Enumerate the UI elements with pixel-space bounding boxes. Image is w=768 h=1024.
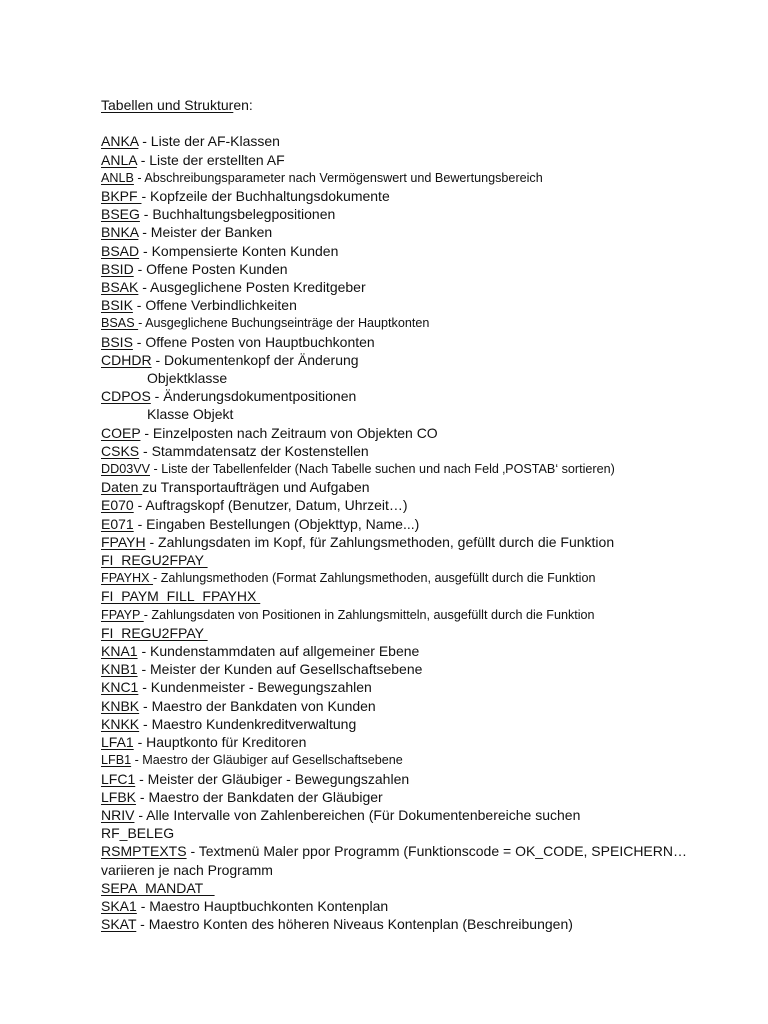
table-name: FI_PAYM_FILL_FPAYHX bbox=[101, 588, 261, 605]
table-description: - Maestro der Bankdaten von Kunden bbox=[139, 697, 376, 714]
table-entry-bsik bbox=[101, 296, 741, 314]
table-entry-anlb bbox=[101, 169, 741, 187]
table-name: LFBK bbox=[101, 788, 137, 805]
table-entry-cdpos bbox=[101, 387, 741, 405]
table-name: BNKA bbox=[101, 224, 139, 241]
table-name: BKPF bbox=[101, 188, 142, 204]
table-name: BSAK bbox=[101, 279, 139, 296]
table-description: - Änderungsdokumentpositionen bbox=[150, 388, 357, 405]
table-name: SEPA_MANDAT bbox=[101, 879, 215, 896]
table-name: ANKA bbox=[101, 133, 139, 150]
table-entry-dd03vv bbox=[101, 460, 741, 478]
table-name: KNBK bbox=[101, 697, 140, 714]
table-description: - Hauptkonto für Kreditoren bbox=[133, 734, 307, 751]
table-description: - Zahlungsmethoden (Format Zahlungsmethoden, ausgefüllt durch die Funktion bbox=[153, 571, 596, 586]
table-description: - Ausgeglichene Posten Kreditgeber bbox=[138, 279, 366, 296]
table-name: BSIS bbox=[101, 333, 133, 350]
table-name: FPAYHX bbox=[101, 571, 154, 586]
function-name bbox=[101, 551, 741, 569]
table-name: FPAYH bbox=[101, 533, 146, 550]
table-name: ANLA bbox=[101, 151, 137, 168]
table-description: - Buchhaltungsbelegpositionen bbox=[139, 206, 336, 223]
table-description: - Alle Intervalle von Zahlenbereichen (Für Dokumentenbereiche suchen bbox=[134, 806, 581, 823]
table-name: ANLB bbox=[101, 170, 134, 185]
table-description: - Maestro Hauptbuchkonten Kontenplan bbox=[136, 897, 389, 914]
spacer bbox=[101, 114, 741, 132]
table-entry-knb1 bbox=[101, 660, 741, 678]
table-description: - Maestro Konten des höheren Niveaus Kontenplan (Beschreibungen) bbox=[136, 916, 573, 933]
table-entry-rsmptexts bbox=[101, 842, 741, 860]
table-name: RSMPTEXTS bbox=[101, 843, 187, 860]
table-entry-lfa1 bbox=[101, 733, 741, 751]
table-description: - Offene Posten von Hauptbuchkonten bbox=[132, 333, 375, 350]
table-name: E071 bbox=[101, 515, 134, 532]
table-description: - Auftragskopf (Benutzer, Datum, Uhrzeit…) bbox=[133, 497, 408, 514]
table-entry-bsis bbox=[101, 333, 741, 351]
table-entry-knc1 bbox=[101, 678, 741, 696]
table-description: - Stammdatensatz der Kostenstellen bbox=[139, 442, 369, 459]
table-entry-daten bbox=[101, 478, 741, 496]
table-name: FPAYP bbox=[101, 607, 144, 622]
table-description: - Liste der AF-Klassen bbox=[138, 133, 280, 150]
table-name: LFA1 bbox=[101, 734, 134, 751]
table-entry-ska1 bbox=[101, 897, 741, 915]
table-name: NRIV bbox=[101, 806, 135, 823]
document-page bbox=[101, 96, 741, 933]
table-name: BSID bbox=[101, 260, 134, 277]
table-description: - Maestro der Bankdaten der Gläubiger bbox=[136, 788, 383, 805]
table-entry-fpayhx bbox=[101, 569, 741, 587]
table-name: CDHDR bbox=[101, 351, 152, 368]
table-description: - Kundenmeister - Bewegungszahlen bbox=[138, 679, 372, 696]
table-description: - Kopfzeile der Buchhaltungsdokumente bbox=[141, 188, 390, 204]
table-name: SKAT bbox=[101, 916, 137, 933]
table-name: BSEG bbox=[101, 206, 140, 223]
table-description: - Maestro der Gläubiger auf Gesellschaftsebene bbox=[131, 753, 403, 768]
table-description: - Textmenü Maler ppor Programm (Funktionscode = OK_CODE, SPEICHERN… bbox=[186, 843, 687, 860]
table-description: - Meister der Gläubiger - Bewegungszahlen bbox=[135, 770, 410, 787]
table-description: - Meister der Banken bbox=[138, 224, 273, 241]
table-description: - Offene Verbindlichkeiten bbox=[132, 297, 297, 314]
table-entry-cdhdr bbox=[101, 351, 741, 369]
table-entry-coep bbox=[101, 424, 741, 442]
table-entry-anla bbox=[101, 151, 741, 169]
table-name: BSAS bbox=[101, 316, 139, 331]
table-entry-fpayp bbox=[101, 606, 741, 624]
table-entry-lfc1 bbox=[101, 770, 741, 788]
table-entry-e070 bbox=[101, 496, 741, 514]
table-entry-anka bbox=[101, 132, 741, 150]
table-entry-skat bbox=[101, 915, 741, 933]
plain-line: variieren je nach Programm bbox=[101, 861, 273, 878]
table-name: FI_REGU2FPAY bbox=[101, 624, 208, 641]
table-entry-bsid bbox=[101, 260, 741, 278]
table-entry-nriv bbox=[101, 806, 741, 824]
table-entry-lfbk bbox=[101, 788, 741, 806]
table-entry-e071 bbox=[101, 515, 741, 533]
description-continuation: Klasse Objekt bbox=[147, 406, 234, 423]
table-name: KNA1 bbox=[101, 643, 138, 660]
table-name: COEP bbox=[101, 424, 141, 441]
table-name: LFC1 bbox=[101, 770, 136, 787]
table-name: Daten bbox=[101, 479, 143, 496]
table-entry-fpayh bbox=[101, 533, 741, 551]
title-underlined: Tabellen und Struktur bbox=[101, 97, 234, 113]
table-name: KNC1 bbox=[101, 679, 139, 696]
table-entry-knbk bbox=[101, 697, 741, 715]
table-entry-kna1 bbox=[101, 642, 741, 660]
table-name: DD03VV bbox=[101, 462, 150, 477]
table-description: - Einzelposten nach Zeitraum von Objekten CO bbox=[140, 424, 438, 441]
table-name: BSAD bbox=[101, 242, 140, 259]
table-name: BSIK bbox=[101, 297, 133, 314]
table-description: - Kompensierte Konten Kunden bbox=[139, 242, 339, 259]
table-description: - Liste der erstellten AF bbox=[136, 151, 285, 168]
table-description: - Eingaben Bestellungen (Objekttyp, Name...) bbox=[133, 515, 420, 532]
table-description: - Offene Posten Kunden bbox=[133, 260, 288, 277]
page-title bbox=[101, 96, 741, 114]
table-entry-lfb1 bbox=[101, 751, 741, 769]
table-entry-bnka bbox=[101, 223, 741, 241]
table-name: CSKS bbox=[101, 442, 140, 459]
table-entry-bkpf bbox=[101, 187, 741, 205]
table-name: CDPOS bbox=[101, 388, 151, 405]
table-description: - Abschreibungsparameter nach Vermögenswert und Bewertungsbereich bbox=[133, 170, 543, 185]
description-continuation: Objektklasse bbox=[147, 370, 228, 387]
plain-line: RF_BELEG bbox=[101, 825, 175, 842]
table-description: - Liste der Tabellenfelder (Nach Tabelle suchen und nach Feld ‚POSTAB‘ sortieren) bbox=[150, 462, 615, 477]
table-entry-bsak bbox=[101, 278, 741, 296]
table-description: - Ausgeglichene Buchungseinträge der Hauptkonten bbox=[138, 316, 430, 331]
table-entry-bsad bbox=[101, 242, 741, 260]
table-entry-bseg bbox=[101, 205, 741, 223]
table-description: - Zahlungsdaten im Kopf, für Zahlungsmethoden, gefüllt durch die Funktion bbox=[145, 533, 615, 550]
title-suffix: en: bbox=[233, 97, 253, 113]
table-description: - Zahlungsdaten von Positionen in Zahlungsmitteln, ausgefüllt durch die Funktion bbox=[143, 607, 595, 622]
table-name: E070 bbox=[101, 497, 134, 514]
table-name: LFB1 bbox=[101, 753, 132, 768]
table-entry-bsas bbox=[101, 314, 741, 332]
table-description: - Dokumentenkopf der Änderung bbox=[151, 351, 359, 368]
function-name bbox=[101, 587, 741, 605]
table-name: KNKK bbox=[101, 715, 140, 732]
table-entry-sepa-mandat bbox=[101, 879, 741, 897]
table-description: zu Transportaufträgen und Aufgaben bbox=[142, 479, 370, 496]
table-name: FI_REGU2FPAY bbox=[101, 552, 208, 569]
table-description: - Kundenstammdaten auf allgemeiner Ebene bbox=[137, 643, 420, 660]
table-description: - Maestro Kundenkreditverwaltung bbox=[139, 715, 357, 732]
table-name: KNB1 bbox=[101, 661, 138, 678]
table-entry-knkk bbox=[101, 715, 741, 733]
table-entry-csks bbox=[101, 442, 741, 460]
table-description: - Meister der Kunden auf Gesellschaftsebene bbox=[137, 661, 423, 678]
function-name bbox=[101, 624, 741, 642]
table-name: SKA1 bbox=[101, 897, 137, 914]
